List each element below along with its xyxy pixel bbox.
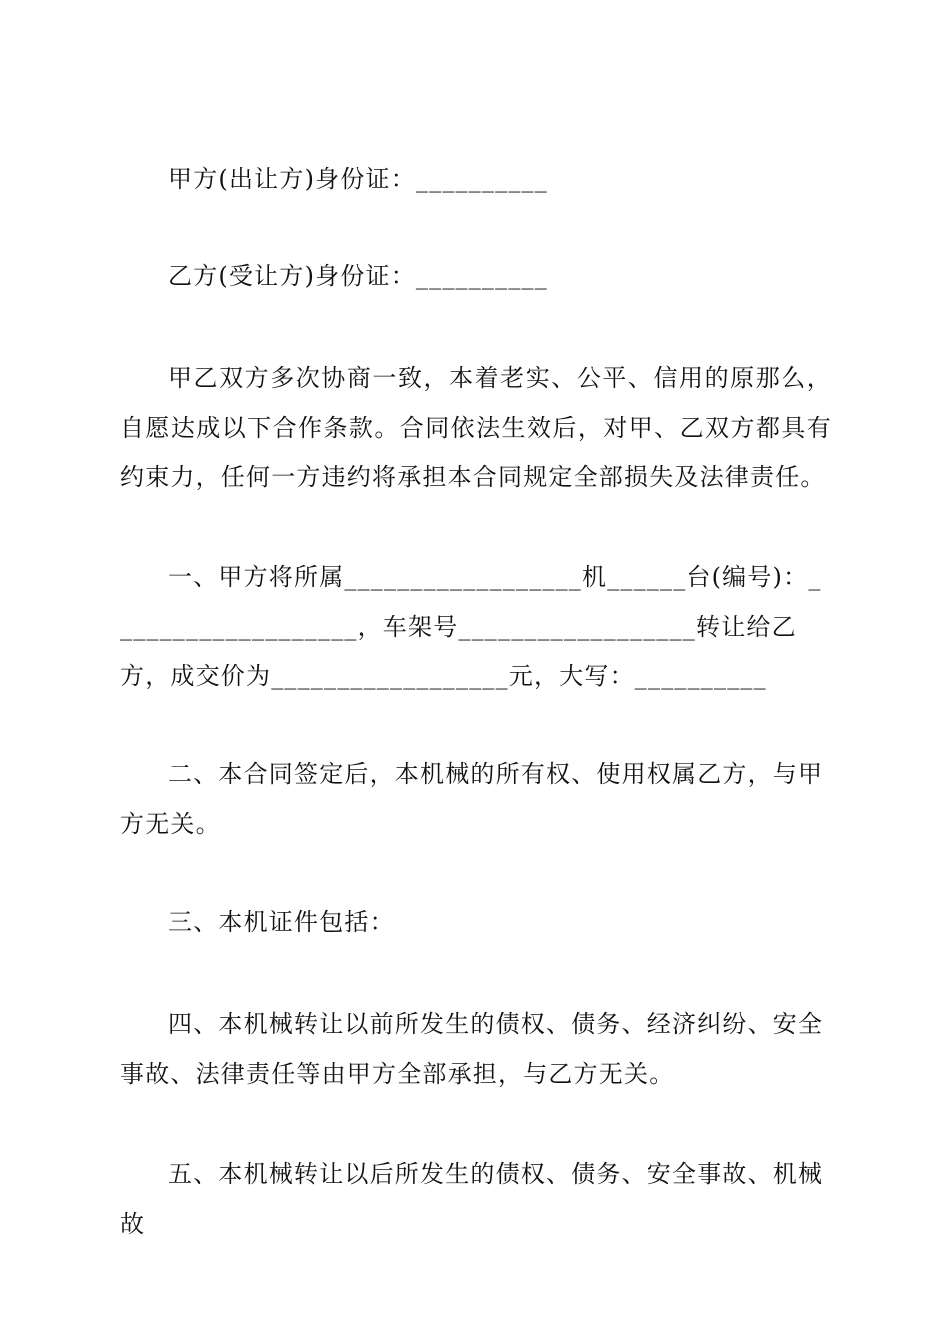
clause-3: 三、本机证件包括： [168, 908, 395, 936]
preamble-paragraph: 甲乙双方多次协商一致，本着老实、公平、信用的原那么，自愿达成以下合作条款。合同依法生效后，对甲、乙双方都具有约束力，任何一方违约将承担本合同规定全部损失及法律责任。 [120, 364, 832, 491]
clause-4: 四、本机械转让以前所发生的债权、债务、经济纠纷、安全事故、法律责任等由甲方全部承担，与乙方无关。 [120, 1010, 824, 1088]
clause-2: 二、本合同签定后，本机械的所有权、使用权属乙方，与甲方无关。 [120, 760, 824, 838]
party-b-id-line: 乙方(受让方)身份证：__________ [168, 262, 548, 290]
clause-1: 一、甲方将所属__________________机______台(编号)：___________________，车架号__________________转让给乙方，成交价为__________________元，大写：__________ [120, 563, 822, 690]
clause-5: 五、本机械转让以后所发生的债权、债务、安全事故、机械故 [120, 1160, 824, 1238]
party-a-id-line: 甲方(出让方)身份证：__________ [168, 165, 548, 193]
